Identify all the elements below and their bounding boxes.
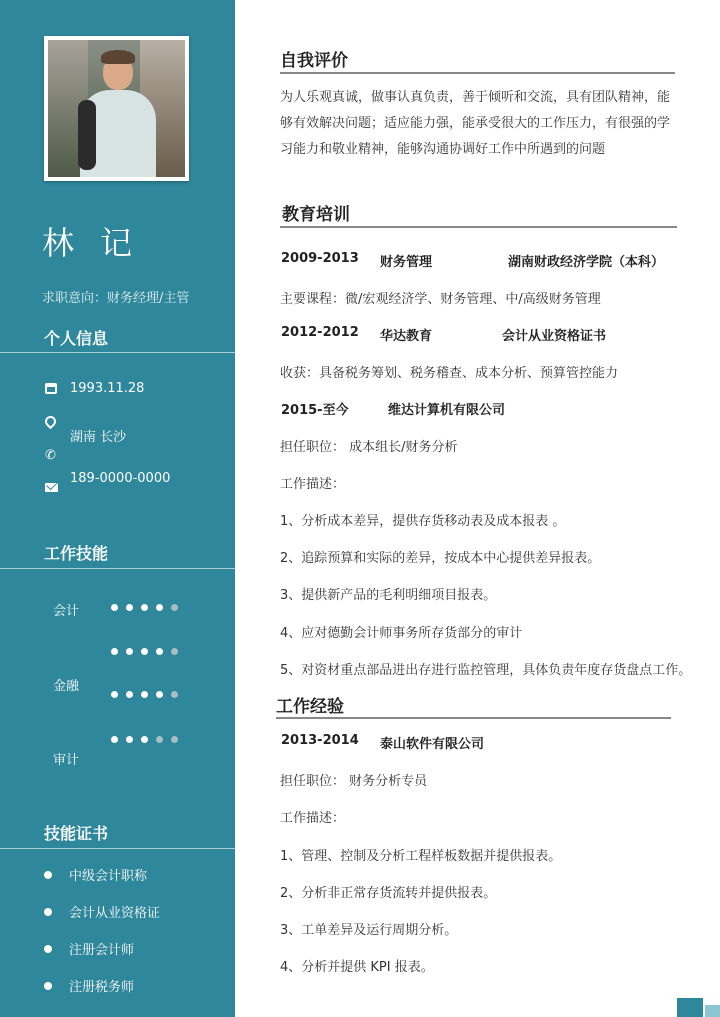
- rating-dot-filled: [111, 691, 118, 698]
- training-years: 2012-2012: [281, 325, 359, 340]
- work-task: 4、分析并提供 KPI 报表。: [280, 960, 434, 975]
- rating-dot-filled: [141, 736, 148, 743]
- sidebar: [0, 0, 235, 1017]
- rating-dot-filled: [126, 691, 133, 698]
- skill-label: 金融: [53, 679, 80, 694]
- self-eval-heading: 自我评价: [280, 51, 348, 71]
- rating-dot-empty: [156, 736, 163, 743]
- edu-years: 2009-2013: [281, 251, 359, 266]
- skill-label: 会计: [53, 604, 80, 619]
- skills-heading: 工作技能: [44, 544, 109, 563]
- certificates-heading: 技能证书: [44, 824, 109, 843]
- bullet-icon: [44, 871, 52, 879]
- rating-dot-empty: [171, 691, 178, 698]
- bullet-icon: [44, 945, 52, 953]
- edu-school: 湖南财政经济学院（本科）: [508, 255, 665, 270]
- rating-dot-filled: [111, 604, 118, 611]
- candidate-name: 林 记: [42, 224, 141, 262]
- job-company: 维达计算机有限公司: [388, 403, 506, 418]
- cert-item: 中级会计职称: [44, 865, 147, 884]
- skill-rating: [111, 604, 178, 611]
- job-intent: 求职意向：财务经理/主管: [42, 291, 190, 306]
- work-exp-heading: 工作经验: [276, 697, 344, 717]
- rating-dot-filled: [126, 604, 133, 611]
- corner-decoration: [677, 998, 703, 1017]
- rating-dot-filled: [126, 736, 133, 743]
- work-desc-label: 工作描述：: [280, 811, 346, 826]
- rating-dot-empty: [171, 604, 178, 611]
- divider: [280, 226, 677, 228]
- job-task: 5、对资材重点部品进出存进行监控管理，具体负责年度存货盘点工作。: [280, 663, 692, 678]
- phone-number: 189-0000-0000: [70, 471, 171, 486]
- rating-dot-filled: [111, 736, 118, 743]
- cert-item: 会计从业资格证: [44, 902, 160, 921]
- calendar-icon: [45, 383, 57, 394]
- cert-item: 注册会计师: [44, 939, 134, 958]
- training-org: 华达教育: [380, 329, 433, 344]
- divider: [0, 568, 235, 569]
- location: 湖南 长沙: [70, 430, 127, 445]
- profile-photo: [44, 36, 189, 181]
- job-desc-label: 工作描述：: [280, 477, 346, 492]
- rating-dot-empty: [171, 736, 178, 743]
- job-years: 2015-至今: [281, 403, 349, 418]
- rating-dot-filled: [156, 691, 163, 698]
- training-cert: 会计从业资格证书: [502, 329, 607, 344]
- job-task: 1、分析成本差异，提供存货移动表及成本报表 。: [280, 514, 566, 529]
- skill-rating: [111, 736, 178, 743]
- work-position: 担任职位： 财务分析专员: [280, 774, 428, 789]
- skill-rating-extra: [111, 648, 178, 655]
- rating-dot-filled: [141, 691, 148, 698]
- edu-courses: 主要课程：微/宏观经济学、财务管理、中/高级财务管理: [280, 292, 601, 307]
- divider: [0, 352, 235, 353]
- education-heading: 教育培训: [282, 205, 350, 225]
- job-position: 担任职位： 成本组长/财务分析: [280, 440, 458, 455]
- mail-icon: [45, 483, 58, 492]
- corner-decoration: [705, 1005, 720, 1017]
- work-task: 1、管理、控制及分析工程样板数据并提供报表。: [280, 849, 562, 864]
- rating-dot-filled: [156, 604, 163, 611]
- location-pin-icon: [43, 414, 59, 430]
- work-task: 2、分析非正常存货流转并提供报表。: [280, 886, 497, 901]
- job-task: 4、应对德勤会计师事务所存货部分的审计: [280, 626, 523, 641]
- divider: [0, 848, 235, 849]
- divider: [280, 72, 675, 74]
- work-years: 2013-2014: [281, 733, 359, 748]
- skill-rating: [111, 691, 178, 698]
- birth-date: 1993.11.28: [70, 381, 145, 396]
- cert-item: 注册税务师: [44, 976, 134, 995]
- job-task: 2、追踪预算和实际的差异，按成本中心提供差异报表。: [280, 551, 601, 566]
- self-eval-text: 为人乐观真诚，做事认真负责，善于倾听和交流，具有团队精神，能够有效解决问题；适应能力强，能承受很大的工作压力，有很强的学习能力和敬业精神，能够沟通协调好工作中所遇到的问题: [280, 90, 671, 157]
- phone-icon: ✆: [45, 448, 56, 463]
- rating-dot-filled: [141, 604, 148, 611]
- training-gain: 收获：具备税务筹划、税务稽查、成本分析、预算管控能力: [280, 366, 619, 381]
- work-task: 3、工单差异及运行周期分析。: [280, 923, 458, 938]
- job-task: 3、提供新产品的毛利明细项目报表。: [280, 588, 497, 603]
- personal-info-heading: 个人信息: [44, 329, 109, 348]
- skill-label: 审计: [53, 753, 80, 768]
- edu-major: 财务管理: [380, 255, 433, 270]
- bullet-icon: [44, 908, 52, 916]
- divider: [276, 717, 671, 719]
- bullet-icon: [44, 982, 52, 990]
- work-company: 泰山软件有限公司: [380, 737, 485, 752]
